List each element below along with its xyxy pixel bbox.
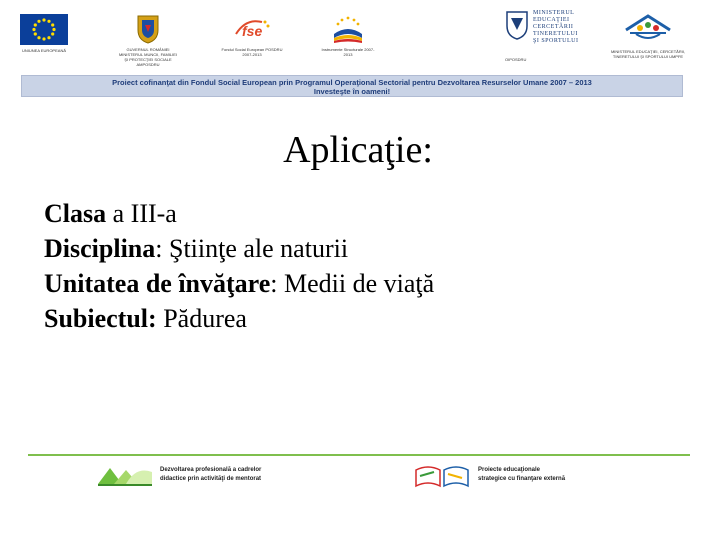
footer-left-text: Dezvoltarea profesională a cadrelor didactice prin activităţi de mentorat [160, 467, 262, 482]
svg-text:fse: fse [242, 23, 263, 39]
eu-flag-icon [20, 14, 68, 45]
ministry-name: MINISTERUL EDUCAŢIEI CERCETĂRII TINERETULUI ŞI SPORTULUI [533, 10, 579, 44]
ministry-crest-icon [505, 10, 529, 40]
education-unit-caption: MINISTERUL EDUCAŢIEI, CERCETĂRII, TINERETULUI ŞI SPORTULUI UMPFE [610, 49, 686, 59]
learning-unit-row: Unitatea de învăţare: Medii de viaţă [44, 269, 435, 298]
education-house-icon [618, 14, 678, 46]
row-label: Subiectul: [44, 304, 157, 333]
row-label: Disciplina [44, 234, 156, 263]
education-unit-logo [608, 14, 688, 59]
slide-content [44, 196, 434, 336]
footer-right-text: Proiecte educaţionale strategice cu finanţare externă [478, 467, 566, 482]
class-row [44, 196, 434, 231]
banner-line-1: Proiect cofinanţat din Fondul Social European prin Programul Operaţional Sectorial pentru Dezvoltarea Resurselor Umane 2007 – 2013 [112, 78, 592, 87]
subject-row [44, 301, 434, 336]
row-value: Pădurea [163, 304, 247, 333]
eu-logo [20, 14, 68, 53]
government-caption: GUVERNUL ROMÂNIEI MINISTERUL MUNCII, FAMILIEI ŞI PROTECŢIEI SOCIALE AMPOSDRU [118, 47, 178, 67]
cofinancing-banner [21, 75, 683, 97]
fse-icon [232, 14, 272, 44]
ministry-caption: OIPOSDRU [505, 57, 527, 62]
row-value: a III-a [112, 199, 177, 228]
book-logo-icon [96, 462, 154, 488]
open-book-icon [412, 462, 472, 488]
row-label: Clasa [44, 199, 107, 228]
structural-instruments-caption: Instrumente Structurale 2007-2013 [321, 47, 375, 57]
ministry-logo [505, 10, 579, 62]
coat-of-arms-icon [135, 14, 161, 44]
footer-strategic-projects [412, 462, 565, 488]
government-logo [118, 14, 178, 67]
banner-line-2: Investeşte în oameni! [313, 87, 391, 96]
fse-caption: Fondul Social European POSDRU 2007-2013 [221, 47, 283, 57]
slide-title: Aplicaţie: [283, 129, 433, 171]
footer-divider [28, 454, 690, 456]
row-value: Medii de viaţă [284, 269, 435, 298]
footer-mentoring-project [96, 462, 261, 488]
row-value: Ştiinţe ale naturii [168, 234, 349, 263]
structural-instruments-icon [328, 14, 368, 44]
row-label: Unitatea de învăţare [44, 269, 271, 298]
structural-instruments-logo [318, 14, 378, 57]
fse-logo [220, 14, 284, 57]
eu-caption: UNIUNEA EUROPEANĂ [21, 48, 66, 53]
discipline-row: Disciplina: Ştiinţe ale naturii [44, 234, 349, 263]
